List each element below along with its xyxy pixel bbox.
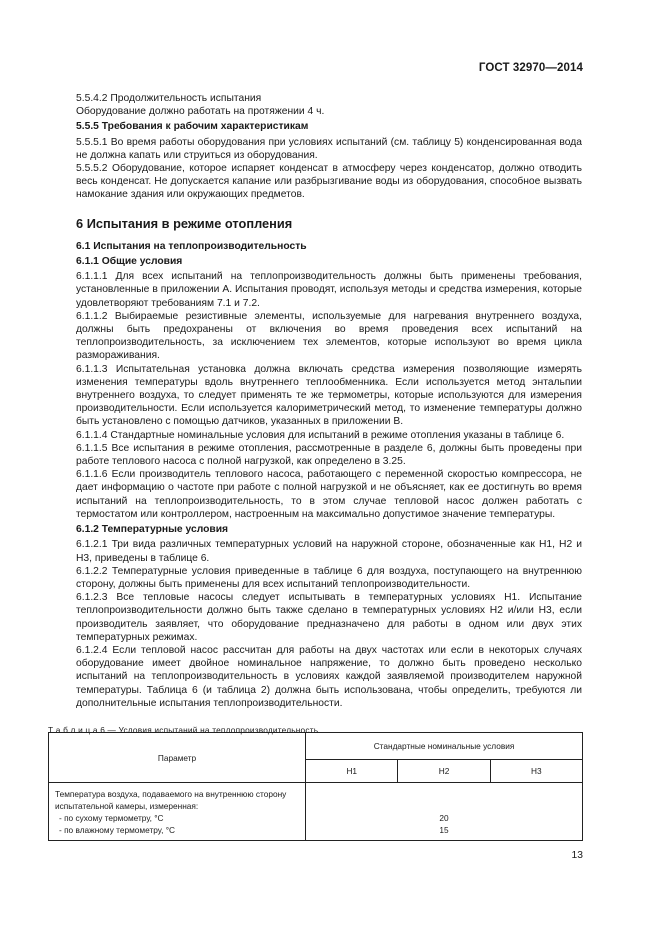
- table-header-h2: Н2: [398, 760, 490, 783]
- clause-text: Общие условия: [101, 256, 183, 268]
- clause-number: 5.5.5.2: [76, 163, 108, 175]
- clause-heading: [76, 523, 582, 536]
- clause-text: Оборудование, которое испаряет конденсат в атмосферу через конденсатор, должно отводить весь конденсат. Не допускается капание или разбрызгивание воды из оборудования, способное вызвать намокание здания или окружающих предметов.: [76, 163, 582, 201]
- table-row-value: 20: [439, 813, 449, 823]
- clause-text: Во время работы оборудования при условиях испытаний (см. таблицу 5) конденсированная вода не должна капать или струиться из оборудования.: [76, 136, 582, 161]
- table-row-label: - по влажному термометру, °С: [59, 825, 176, 835]
- table-row-value: 15: [439, 825, 449, 835]
- clause-number: 6.1: [76, 240, 91, 252]
- paragraph: [76, 162, 582, 202]
- clause-number: 6.1.1.5: [76, 442, 108, 454]
- clause-heading: [76, 255, 582, 268]
- clause-text: Оборудование должно работать на протяжении 4 ч.: [76, 106, 325, 118]
- clause-text: Испытательная установка должна включать средства измерения позволяющие измерять изменения температуры вдоль внутреннего теплообменника. Если используется метод энтальпии внутреннего воздуха, то следует применять те же термометры, которые используются для измерения производительности. Если используется калориметрический метод, то изменение температуры должно быть установлено с помощью датчиков, указанных в приложении В.: [76, 363, 582, 428]
- paragraph: [76, 644, 582, 710]
- clause-number: 6.1.1.1: [76, 271, 108, 283]
- clause-text: Испытания в режиме отопления: [86, 215, 293, 231]
- clause-number: 6.1.1.3: [76, 363, 108, 375]
- clause-number: 6.1.2.2: [76, 565, 108, 577]
- clause-text: Если тепловой насос рассчитан для работы на двух частотах или если в некоторых случаях оборудование имеет двойное номинальное напряжение, то должно быть проведено несколько испытаний на теплопроизводительность в условиях каждой заявляемой производителем наружной температуры. Таблица 6 (и таблица 2) должна быть использована, чтобы определить, требуются ли дополнительные испытания теплопроизводительности.: [76, 644, 582, 709]
- conditions-table: [48, 732, 583, 841]
- subsection-heading: [76, 240, 582, 253]
- paragraph: [76, 591, 582, 644]
- clause-text: Для всех испытаний на теплопроизводительность должны быть применены требования, установленные в приложении А. Испытания проводят, используя методы и средства измерения, которые удовлетворяют требованиям 7.1 и 7.2.: [76, 271, 582, 309]
- page-number: 13: [571, 850, 583, 861]
- paragraph: [76, 442, 582, 468]
- clause-text: Если производитель теплового насоса, работающего с переменной скоростью компрессора, не дает информацию о частоте при работе с полной нагрузкой и не объясняет, как ее достигнуть во время испытаний на теплопроизводительность, то в этом случае тепловой насос должен работать с термостатом или контроллером, настроенным на максимально допустимое значение температуры.: [76, 469, 582, 520]
- paragraph: [76, 363, 582, 429]
- clause-text: Требования к рабочим характеристикам: [101, 121, 309, 133]
- clause-number: 6.1.1.2: [76, 310, 108, 322]
- clause-number: 6.1.1.6: [76, 469, 108, 481]
- table-header-group: Стандартные номинальные условия: [306, 733, 583, 760]
- table-row-label: - по сухому термометру, °С: [59, 813, 164, 823]
- clause-text: Три вида различных температурных условий на наружной стороне, обозначенные как Н1, Н2 и Н3, приведены в таблице 6.: [76, 539, 582, 564]
- clause-heading: [76, 120, 582, 133]
- clause-text: Продолжительность испытания: [110, 93, 262, 104]
- clause-text: Испытания на теплопроизводительность: [93, 240, 307, 252]
- clause-number: 6.1.2.4: [76, 644, 108, 656]
- paragraph: [76, 468, 582, 521]
- table-header-parameter: Параметр: [49, 733, 306, 783]
- clause-text: Температурные условия приведенные в таблице 6 для воздуха, поступающего на внутреннюю сторону, должны быть применены для всех испытаний теплопроизводительности.: [76, 565, 582, 590]
- paragraph: [76, 136, 582, 162]
- table-body-param-text: Температура воздуха, подаваемого на внутреннюю сторону испытательной камеры, измеренная:: [55, 789, 287, 811]
- clause-text: Стандартные номинальные условия для испытаний в режиме отопления указаны в таблице 6.: [110, 429, 565, 441]
- table-body-parameter: [49, 783, 306, 841]
- paragraph: [76, 105, 582, 118]
- table-header-h1: Н1: [306, 760, 398, 783]
- paragraph: [76, 429, 582, 442]
- clause-text: Температурные условия: [101, 524, 229, 536]
- clause-text: Все испытания в режиме отопления, рассмотренные в разделе 6, должны быть проведены при работе теплового насоса с полной нагрузкой, как определено в 3.25.: [76, 442, 582, 468]
- clause-number: 5.5.5: [76, 121, 99, 133]
- section-heading: [76, 217, 582, 230]
- clause-number: 5.5.5.1: [76, 136, 108, 148]
- table-body-values: [306, 783, 583, 841]
- clause-number: 6.1.2.3: [76, 592, 108, 604]
- paragraph: [76, 538, 582, 564]
- paragraph: [76, 92, 582, 105]
- clause-number: 5.5.4.2: [76, 93, 108, 104]
- paragraph: [76, 565, 582, 591]
- document-body: [48, 92, 582, 745]
- clause-number: 6.1.2.1: [76, 539, 108, 551]
- table-caption: Т а б л и ц а 6 — Условия испытаний на теплопроизводительность: [48, 724, 319, 735]
- document-standard-id: ГОСТ 32970—2014: [478, 62, 583, 74]
- paragraph: [76, 270, 582, 310]
- clause-text: Выбираемые резистивные элементы, используемые для нагревания внутреннего воздуха, должны быть предохранены от включения во время проведения всех испытаний на теплопроизводительность, за исключением тех элементов, которые используют во время цикла размораживания.: [76, 310, 582, 362]
- table-header-h3: Н3: [490, 760, 582, 783]
- clause-number: 6.1.2: [76, 524, 99, 536]
- clause-number: 6.1.1.4: [76, 429, 108, 441]
- clause-number: 6.1.1: [76, 256, 99, 268]
- clause-number: 6: [76, 215, 84, 231]
- paragraph: [76, 310, 582, 363]
- clause-text: Все тепловые насосы следует испытывать в температурных условиях Н1. Испытание теплопроизводительности должно быть также сделано в температурных условиях Н2 и/или Н3, если производитель заявляет, что оборудование предназначено для работы в одном или двух этих температурных режимах.: [76, 592, 582, 643]
